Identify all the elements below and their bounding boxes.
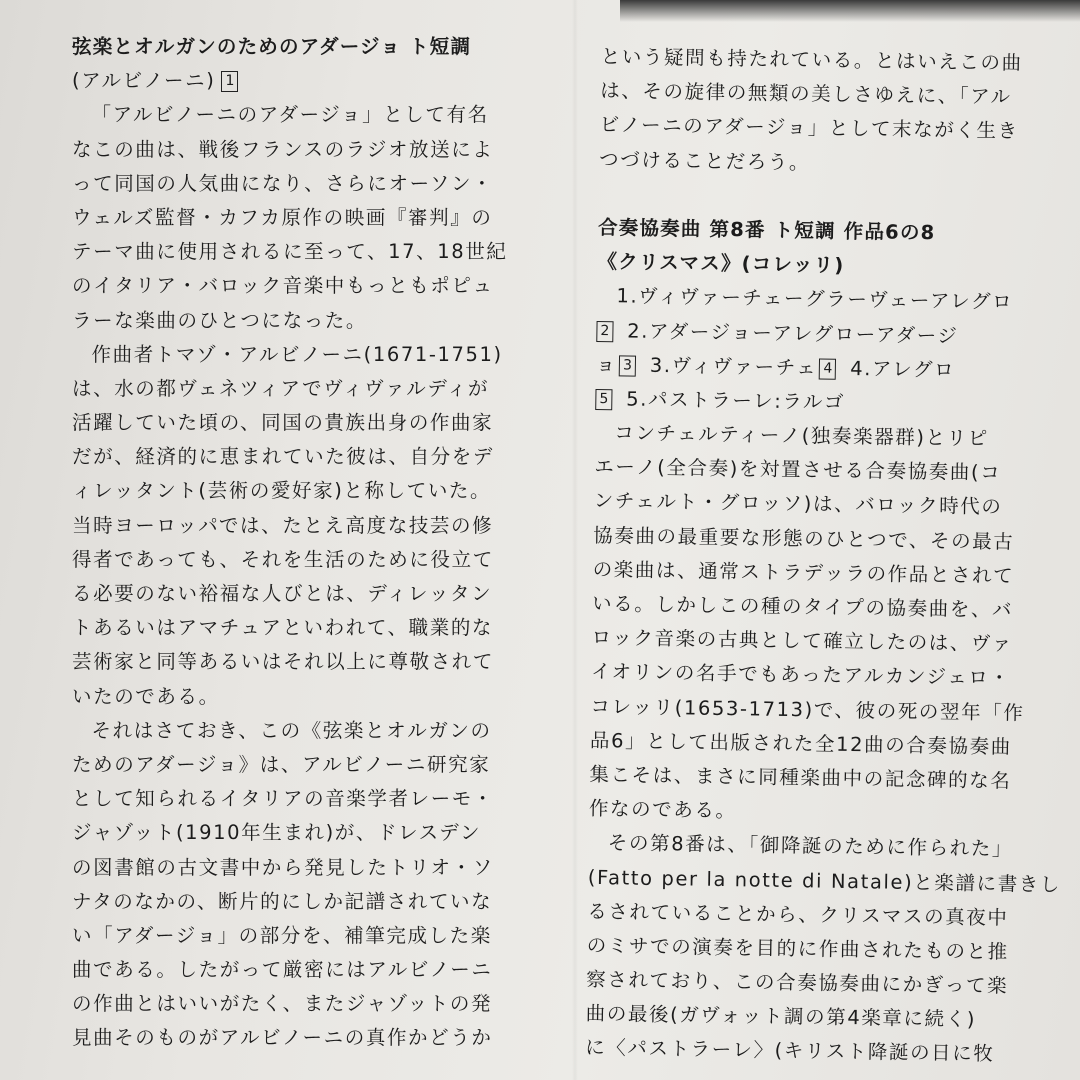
text-line: は、水の都ヴェネツィアでヴィヴァルディが <box>72 376 490 400</box>
text-line: 「アルビノーニのアダージョ」として有名 <box>91 103 489 127</box>
text-line: ジャゾット(1910年生まれ)が、ドレスデン <box>72 821 482 845</box>
text-line: の楽曲は、通常ストラデッラの作品とされて <box>592 557 1015 588</box>
page-edge-shadow <box>620 0 1080 22</box>
text-line: 作なのである。 <box>588 797 737 823</box>
text-line: のミサでの演奏を目的に作曲されたものと推 <box>586 933 1009 964</box>
movement-5: 5.パストラーレ:ラルゴ <box>625 387 846 414</box>
text-line: 見曲そのものがアルビノーニの真作かどうか <box>72 1026 493 1050</box>
text-line: 当時ヨーロッパでは、たとえ高度な技芸の修 <box>72 513 494 537</box>
text-line: その第8番は、「御降誕のために作られた」 <box>607 831 1014 861</box>
text-line: という疑問も持たれている。とはいえこの曲 <box>600 44 1023 75</box>
text-line: るされていることから、クリスマスの真夜中 <box>587 899 1009 930</box>
text-line: ビノーニのアダージョ」として末ながく生き <box>599 113 1019 143</box>
text-line: ロック音楽の古典として確立したのは、ヴァ <box>591 626 1014 656</box>
text-line: い「アダージョ」の部分を、補筆完成した楽 <box>72 923 492 947</box>
movement-3: 3.ヴィヴァーチェ <box>649 353 818 380</box>
text-line: 活躍していた頃の、同国の貴族出身の作曲家 <box>72 411 494 435</box>
text-line: の作曲とはいいがたく、またジャゾットの発 <box>72 992 493 1016</box>
text-line: いたのである。 <box>72 684 220 708</box>
track-marker: 4 <box>819 358 836 379</box>
text-line: 作曲者トマゾ・アルビノーニ(1671-1751) <box>91 342 503 366</box>
text-line: ウェルズ監督・カフカ原作の映画『審判』の <box>72 205 493 229</box>
text-line: ためのアダージョ》は、アルビノーニ研究家 <box>72 752 491 776</box>
movement-1: 1.ヴィヴァーチェーグラーヴェーアレグロ <box>616 284 1014 314</box>
text-line: トあるいはアマチュアといわれて、職業的な <box>72 616 494 640</box>
text-line: に〈パストラーレ〉(キリスト降誕の日に牧 <box>584 1036 995 1066</box>
right-column <box>585 40 1063 1073</box>
text-line: いる。しかしこの種のタイプの協奏曲を、バ <box>591 591 1014 622</box>
movement-2-tail: ョ <box>595 352 618 376</box>
track-marker: 5 <box>595 389 612 410</box>
movement-4: 4.アレグロ <box>849 356 956 382</box>
text-line: 協奏曲の最重要な形態のひとつで、その最古 <box>593 523 1015 554</box>
text-line: テーマ曲に使用されるに至って、17、18世紀 <box>72 240 508 264</box>
text-line: イオリンの名手でもあったアルカンジェロ・ <box>590 660 1011 690</box>
section-subtitle-albinoni <box>72 64 558 98</box>
text-line: コンチェルティーノ(独奏楽器群)とリピ <box>614 421 990 451</box>
text-line: の図書館の古文書中から発見したトリオ・ソ <box>72 855 494 879</box>
text-line: 得者であっても、それを生活のために役立て <box>72 547 494 571</box>
page-crease <box>572 0 578 1080</box>
text-line: (Fatto per la notte di Natale)と楽譜に書きし <box>587 865 1062 896</box>
section-title-albinoni: 弦楽とオルガンのためのアダージョ ト短調 <box>72 35 472 58</box>
section-title-corelli: 合奏協奏曲 第8番 ト短調 作品6の8 <box>597 215 936 245</box>
text-line: だが、経済的に恵まれていた彼は、自分をデ <box>72 445 495 469</box>
text-line: ンチェルト・グロッソ)は、バロック時代の <box>593 489 1003 519</box>
text-line: エーノ(全合奏)を対置させる合奏協奏曲(コ <box>594 455 1002 485</box>
text-line: 曲である。したがって厳密にはアルビノーニ <box>72 958 493 982</box>
text-line: 曲の最後(ガヴォット調の第4楽章に続く) <box>585 1002 977 1032</box>
text-line: として知られるイタリアの音楽学者レーモ・ <box>72 787 495 811</box>
movement-2: 2.アダージョーアレグローアダージ <box>627 318 959 348</box>
track-marker: 2 <box>596 320 613 341</box>
text-line: って同国の人気曲になり、さらにオーソン・ <box>72 171 494 195</box>
track-marker: 3 <box>619 355 636 376</box>
text-line: 芸術家と同等あるいはそれ以上に尊敬されて <box>72 650 495 674</box>
text-line: ィレッタント(芸術の愛好家)と称していた。 <box>72 479 492 503</box>
text-line: 察されており、この合奏協奏曲にかぎって楽 <box>586 967 1009 998</box>
text-line: る必要のない裕福な人びとは、ディレッタン <box>72 582 493 605</box>
work-nickname: 《クリスマス》(コレッリ) <box>597 250 845 277</box>
text-line: は、その旋律の無類の美しさゆえに、「アル <box>600 79 1012 109</box>
left-column <box>72 30 558 1056</box>
text-line: それはさておき、この《弦楽とオルガンの <box>91 718 492 742</box>
text-line: ラーな楽曲のひとつになった。 <box>72 308 368 332</box>
text-line: 品6」として出版された全12曲の合奏協奏曲 <box>589 728 1012 759</box>
text-line: のイタリア・バロック音楽中もっともポピュ <box>72 274 494 298</box>
text-line: コレッリ(1653-1713)で、彼の死の翌年「作 <box>590 694 1025 725</box>
text-line: ナタのなかの、断片的にしか記譜されていな <box>72 889 493 913</box>
composer-label: (アルビノーニ) <box>72 69 216 93</box>
text-line: なこの曲は、戦後フランスのラジオ放送によ <box>72 137 494 161</box>
text-line: 集こそは、まさに同種楽曲中の記念碑的な名 <box>589 762 1012 793</box>
track-marker: 1 <box>221 71 238 92</box>
text-line: つづけることだろう。 <box>598 147 811 174</box>
